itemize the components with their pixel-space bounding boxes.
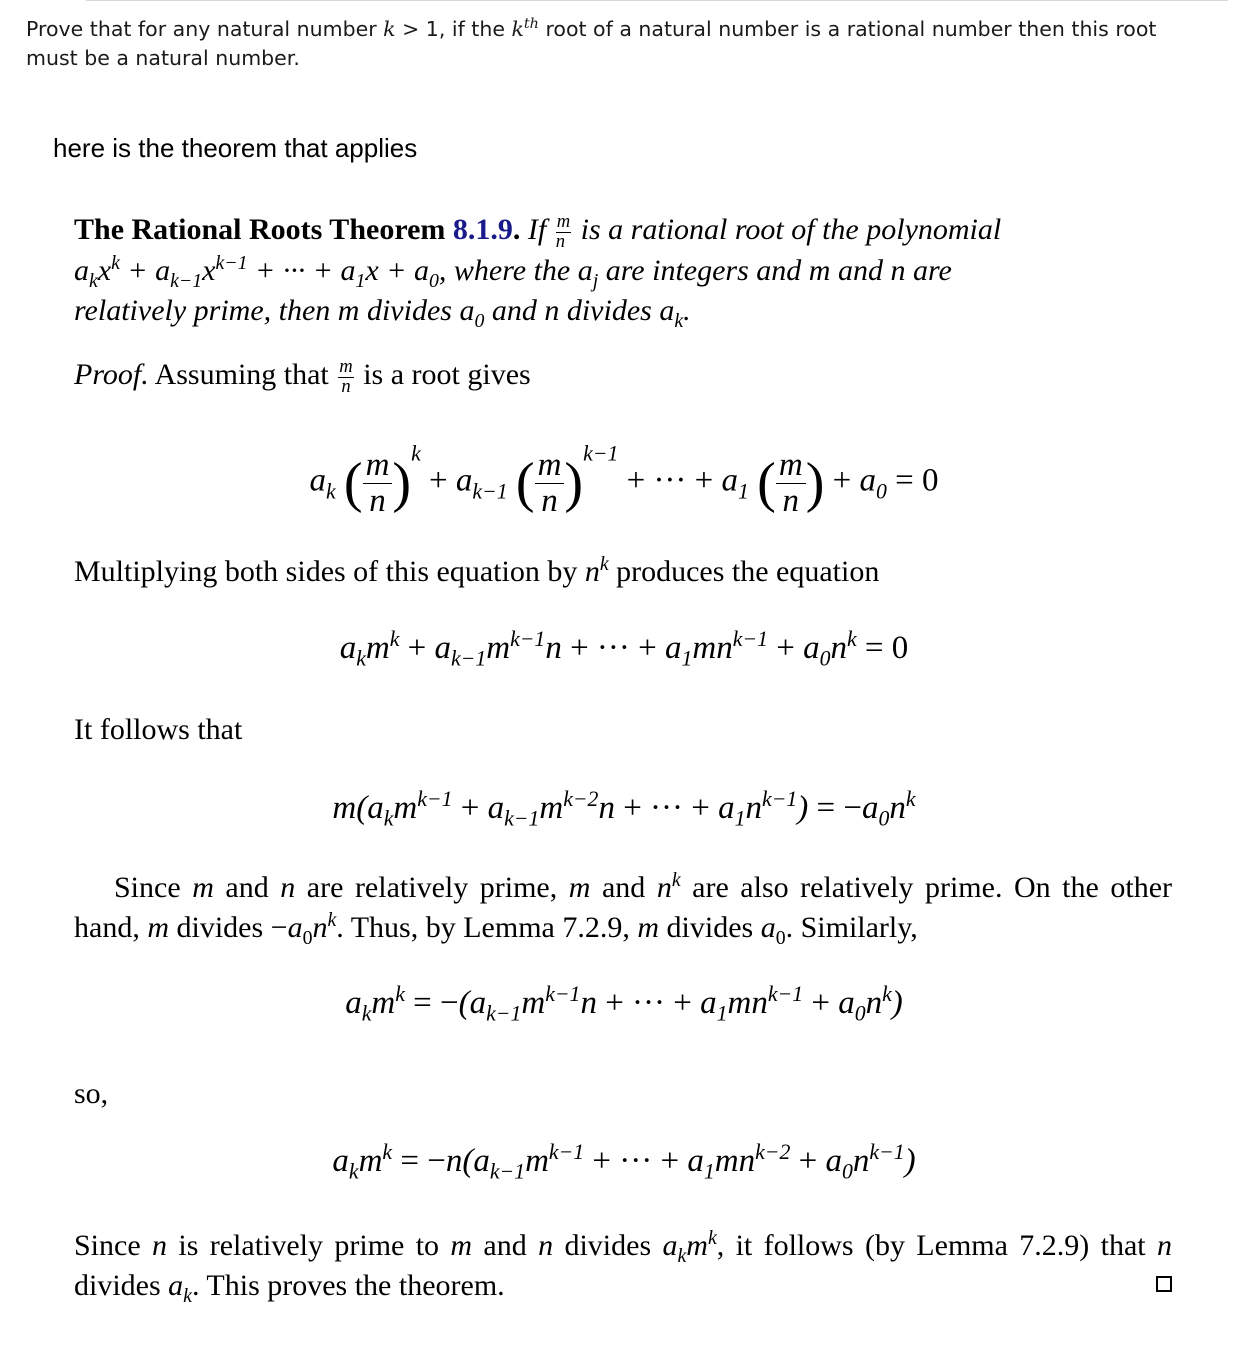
qed-box-icon [1156,1276,1172,1292]
equation-1: $a_k$ ( $\frac{m}{n}$ )$^k + a_{k-1}$ ( $\frac{m}{n}$ )$^{k-1}$ + ··· + $a_1$ ( $\frac{m}{n}$ ) + $a_0 = 0$ [309,441,939,519]
multiplying-text: Multiplying both sides of this equation by $n^k$ produces the equation [74,553,880,588]
since-paragraph-1: Since m and n are relatively prime, m and $n^k$ are also relatively prime. On the other hand, m divides $-a_0n^k$. Thus, by Lemma 7.2.9, m divides $a_0$. Similarly, [74,869,1172,949]
theorem-title: The Rational Roots Theorem [74,213,453,246]
since-paragraph-2: Since n is relatively prime to m and n divides $a_km^k$, it follows (by Lemma 7.2.9) that n divides $a_k$. This proves the theorem. [74,1227,1172,1307]
proof-label: Proof. [74,358,149,391]
fraction-m-over-n: $\frac{m}{n}$ [555,211,571,252]
intro-text: here is the theorem that applies [53,133,418,163]
fraction-m-over-n: $\frac{m}{n}$ [339,356,353,397]
theorem-number-link[interactable]: 8.1.9 [452,213,513,246]
equation-5: $a_km^k = -n(a_{k-1}m^{k-1}$ + ··· + $a_1mn^{k-2} + a_0n^{k-1}$) [332,1140,916,1184]
so-text: so, [74,1077,109,1110]
top-divider [86,0,1228,1]
theorem-excerpt [74,210,1174,1330]
theorem-statement: The Rational Roots Theorem 8.1.9. If $\frac{m}{n}$ is a rational root of the polynomial $a_kx^k + a_{k-1}x^{k-1}$ + ··· + $a_1x + a_0$, where the $a_j$ are integers and m and n are relatively prime, then m divides $a_0$ and n divides $a_k$. [74,211,1002,333]
proof-intro: Proof. Assuming that $\frac{m}{n}$ is a root gives [74,356,531,397]
equation-2: $a_km^k + a_{k-1}m^{k-1}n$ + ··· + $a_1mn^{k-1} + a_0n^k = 0$ [339,627,909,671]
equation-3: $m(a_km^{k-1} + a_{k-1}m^{k-2}n$ + ··· + $a_1n^{k-1}) = -a_0n^k$ [332,787,916,831]
equation-4: $a_km^k = -(a_{k-1}m^{k-1}n$ + ··· + $a_1mn^{k-1} + a_0n^k$) [345,982,903,1026]
question-text: Prove that for any natural number k > 1, if the $k^{th}$ root of a natural number is a rational number then this root must be a natural number. [26,16,1157,70]
follows-text: It follows that [74,713,243,746]
